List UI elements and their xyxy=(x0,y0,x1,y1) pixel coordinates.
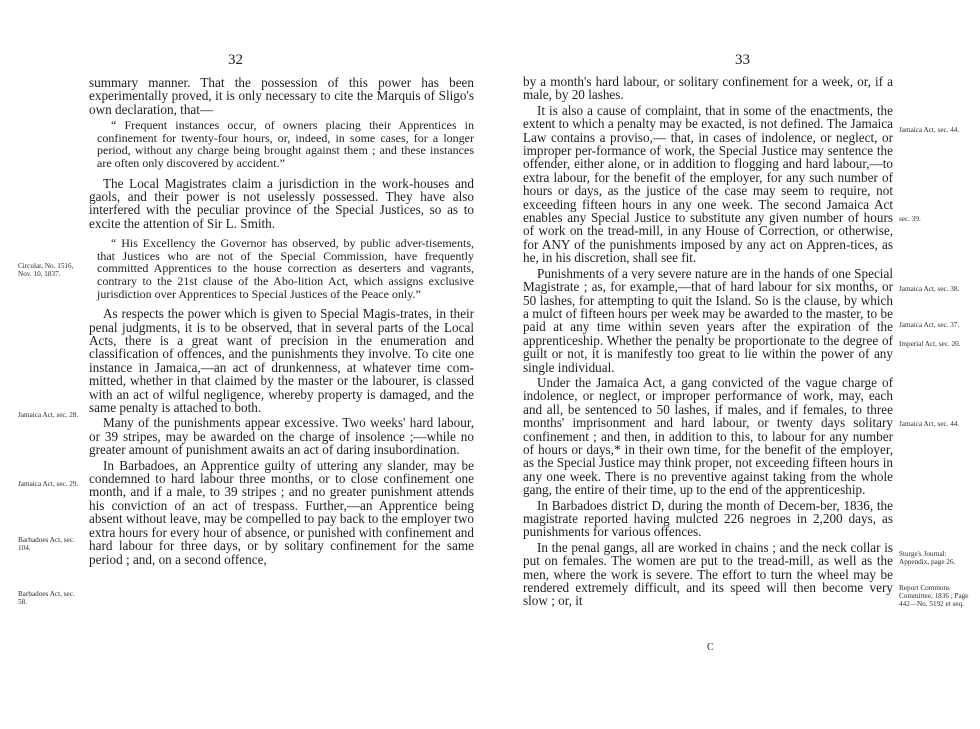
paragraph: In the penal gangs, all are worked in chains ; and the neck collar is put on females. The women are put to the tread-mill, as well as the men, where the work is severe. The effort to turn the wheel may be rendered extremely difficult, and its speed will then become very slow ; or, it xyxy=(523,539,893,609)
paragraph: It is also a cause of complaint, that in some of the enactments, the extent to which a penalty may be exacted, is not defined. The Jamaica Law contains a proviso,— that, in cases of indolence, or neglect, or improper per-formance of work, the Special Justice may sentence the offender, either alone, or in addition to flogging and hard labour,—to extra labour, for the benefit of the employer, for any such number of hours or days, as the justice of the case may seem to require, not exceeding fifteen hours in any one week. The second Jamaica Act enables any Special Justice to substitute any given number of hours of work on the tread-mill, in any House of Correction, or otherwise, for ANY of the punishments imposed by any act on Appren-tices, as he, in his discretion, shall see fit. xyxy=(523,102,893,266)
margin-note: Report Commons Committee, 1836 ; Page 442—No. 5192 et seq. xyxy=(899,584,969,608)
margin-note: Circular, No. 1516, Nov. 10, 1837. xyxy=(18,262,74,278)
paragraph: As respects the power which is given to Special Magis-trates, in their penal judgments, it is to be observed, that in several parts of the Local Acts, there is a great want of precision in the enumeration and classification of offences, and the punishments they involve. To cite one instance in Jamaica,—an act of drunkenness, at whatever time com-mitted, whether in that claimed by the master or the labourer, is classed with an act of wilful negligence, whereby property is damaged, and the same penalty is attached to both. xyxy=(89,306,474,416)
left-page-body xyxy=(89,76,474,566)
margin-note: Jamaica Act, sec. 44. xyxy=(899,126,960,134)
margin-note: sec. 39. xyxy=(899,215,921,223)
left-page-number: 32 xyxy=(228,52,243,68)
margin-note: Sturge's Journal: Appendix, page 26. xyxy=(899,550,956,566)
signature-mark: C xyxy=(707,642,715,653)
margin-note: Barbadoes Act, sec. 104. xyxy=(18,536,75,552)
right-page-body xyxy=(523,75,893,608)
margin-note: Jamaica Act, sec. 44. xyxy=(899,420,960,428)
paragraph: by a month's hard labour, or solitary confinement for a week, or, if a male, by 20 lashes. xyxy=(523,74,893,103)
margin-note: Jamaica Act, sec. 37. xyxy=(899,321,960,329)
quote: “ Frequent instances occur, of owners placing their Apprentices in confinement for twenty-four hours, or, indeed, in some cases, for a longer period, without any charge being brought against them ; and these instances are often only discovered by accident.” xyxy=(97,118,474,170)
paragraph: In Barbadoes district D, during the month of Decem-ber, 1836, the magistrate reported having mulcted 226 negroes in 2,200 days, as punishments for various offences. xyxy=(523,497,893,540)
margin-note: Jamaica Act, sec. 29. xyxy=(18,480,79,488)
margin-note: Imperial Act, sec. 20. xyxy=(899,340,961,348)
paragraph: The Local Magistrates claim a jurisdiction in the work-houses and gaols, and their power is not uselessly possessed. They have also interfered with the peculiar province of the Special Justices, so as to excite the attention of Sir L. Smith. xyxy=(89,175,474,231)
margin-note: Jamaica Act, sec. 28. xyxy=(18,411,79,419)
paragraph: Many of the punishments appear excessive. Two weeks' hard labour, or 39 stripes, may be awarded on the charge of insolence ;—while no greater amount of punishment awaits an act of daring insubordination. xyxy=(89,415,474,458)
quote: “ His Excellency the Governor has observed, by public adver-tisements, that Justices who are not of the Special Commission, have frequently committed Apprentices to the house correction as deserters and vagrants, contrary to the 21st clause of the Abo-lition Act, which assigns exclusive jurisdiction over Apprentices to Special Justices of the Peace only.” xyxy=(97,236,474,301)
paragraph: Under the Jamaica Act, a gang convicted of the vague charge of indolence, or neglect, or improper performance of work, may, each and all, be sentenced to 50 lashes, if males, and if females, to three months' imprisonment and hard labour, or twenty days solitary confinement ; and then, in addition to this, to labour for any number of hours or days,* in their own time, for the benefit of the employer, as the Special Justice may think proper, not exceeding fifteen hours in any one week. There is no preventive against taking from the whole gang, the entire of their time, up to the end of the apprenticeship. xyxy=(523,374,893,498)
paragraph: summary manner. That the possession of this power has been experimentally proved, it is only necessary to cite the Marquis of Sligo's own declaration, that— xyxy=(89,75,474,117)
paragraph: In Barbadoes, an Apprentice guilty of uttering any slander, may be condemned to hard labour three months, or to close confinement one month, and if a male, to 39 stripes ; and no greater punishment attends his conviction of an act of trespass. Further,—an Apprentice being absent without leave, may be compelled to pay back to the employer two extra hours for every hour of absence, or punished with confinement and hard labour for three days, or by solitary confinement for the same period ; and, on a second offence, xyxy=(89,457,474,567)
margin-note: Jamaica Act, sec. 38. xyxy=(899,285,960,293)
paragraph: Punishments of a very severe nature are in the hands of one Special Magistrate ; as, for example,—that of hard labour for six months, or 50 lashes, for attempting to quit the Island. So is the clause, by which a mulct of fifteen hours per week may be awarded to the master, to be paid at any time within seven years after the expiration of the apprenticeship. Whether the penalty be proportionate to the degree of guilt or not, it is manifestly too great to lie within the power of any single individual. xyxy=(523,265,893,375)
margin-note: Barbadoes Act, sec. 58. xyxy=(18,590,75,606)
right-page-number: 33 xyxy=(735,52,750,68)
